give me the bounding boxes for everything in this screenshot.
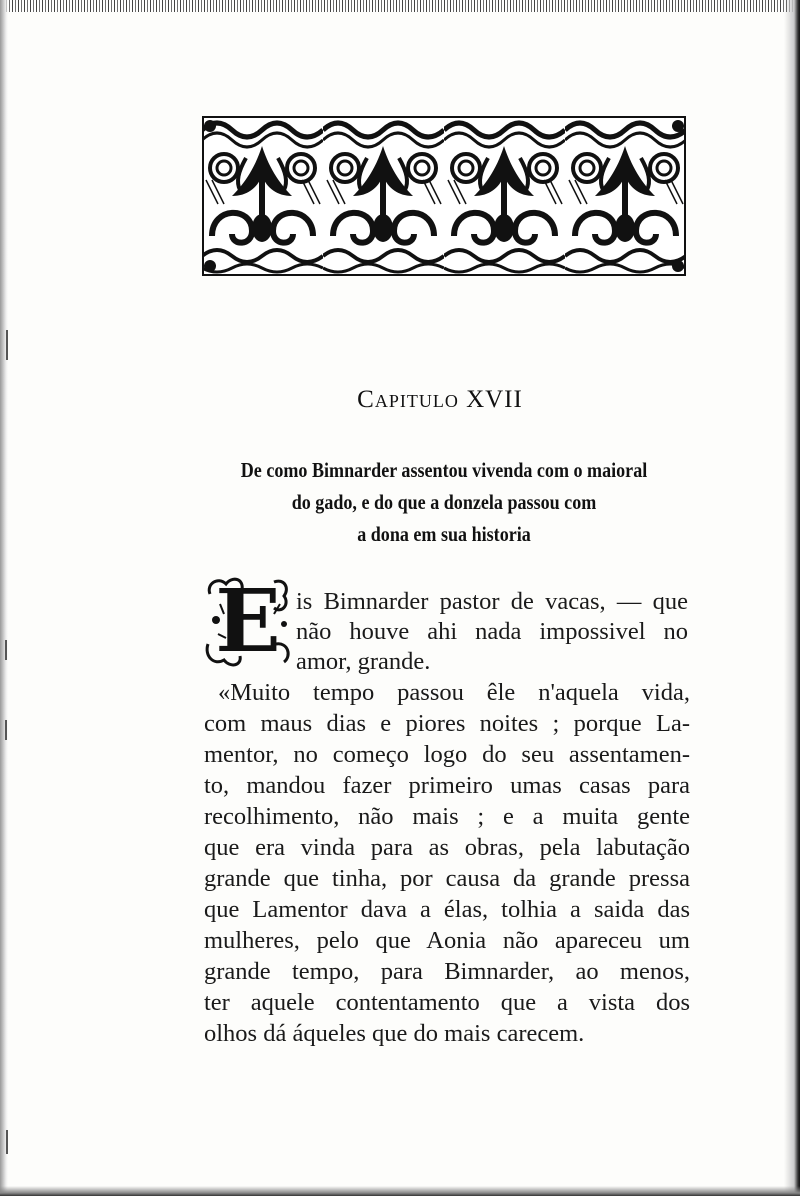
text-line: ter aquele contentamento que a vista dos xyxy=(204,989,690,1016)
text-line: is Bimnarder pastor de vacas, — que xyxy=(296,588,688,615)
text-line: não houve ahi nada impossivel no xyxy=(296,618,688,645)
text-line: grande que tinha, por causa da grande pressa xyxy=(204,865,690,892)
scan-left-edge xyxy=(0,0,8,1196)
text-line: grande tempo, para Bimnarder, ao menos, xyxy=(204,958,690,985)
subtitle-line: a dona em sua historia xyxy=(357,522,531,546)
scan-top-edge xyxy=(0,0,800,12)
headpiece-ornament-icon xyxy=(202,116,686,276)
subtitle-line: De como Bimnarder assentou vivenda com o maioral xyxy=(240,458,648,482)
scan-right-edge xyxy=(784,0,800,1196)
text-line: mulheres, pelo que Aonia não apareceu um xyxy=(204,927,690,954)
text-line: olhos dá áqueles que do mais carecem. xyxy=(204,1020,585,1047)
subtitle-line: do gado, e do que a donzela passou com xyxy=(291,490,597,514)
text-line: recolhimento, não mais ; e a muita gente xyxy=(204,803,690,830)
text-line: to, mandou fazer primeiro umas casas para xyxy=(204,772,690,799)
text-line: que Lamentor dava a élas, tolhia a saida das xyxy=(204,896,690,923)
text-line: amor, grande. xyxy=(296,648,431,675)
chapter-subtitle xyxy=(234,454,654,550)
text-line: que era vinda para as obras, pela labutação xyxy=(204,834,690,861)
drop-cap xyxy=(204,571,292,672)
text-line: «Muito tempo passou êle n'aquela vida, xyxy=(218,679,690,706)
chapter-title: Capitulo XVII xyxy=(357,386,523,413)
text-line: mentor, no começo logo do seu assentamen- xyxy=(204,741,690,768)
scan-bottom-edge xyxy=(0,1186,800,1196)
text-line: com maus dias e piores noites ; porque La- xyxy=(204,710,690,737)
drop-cap-letter: E xyxy=(215,571,281,672)
